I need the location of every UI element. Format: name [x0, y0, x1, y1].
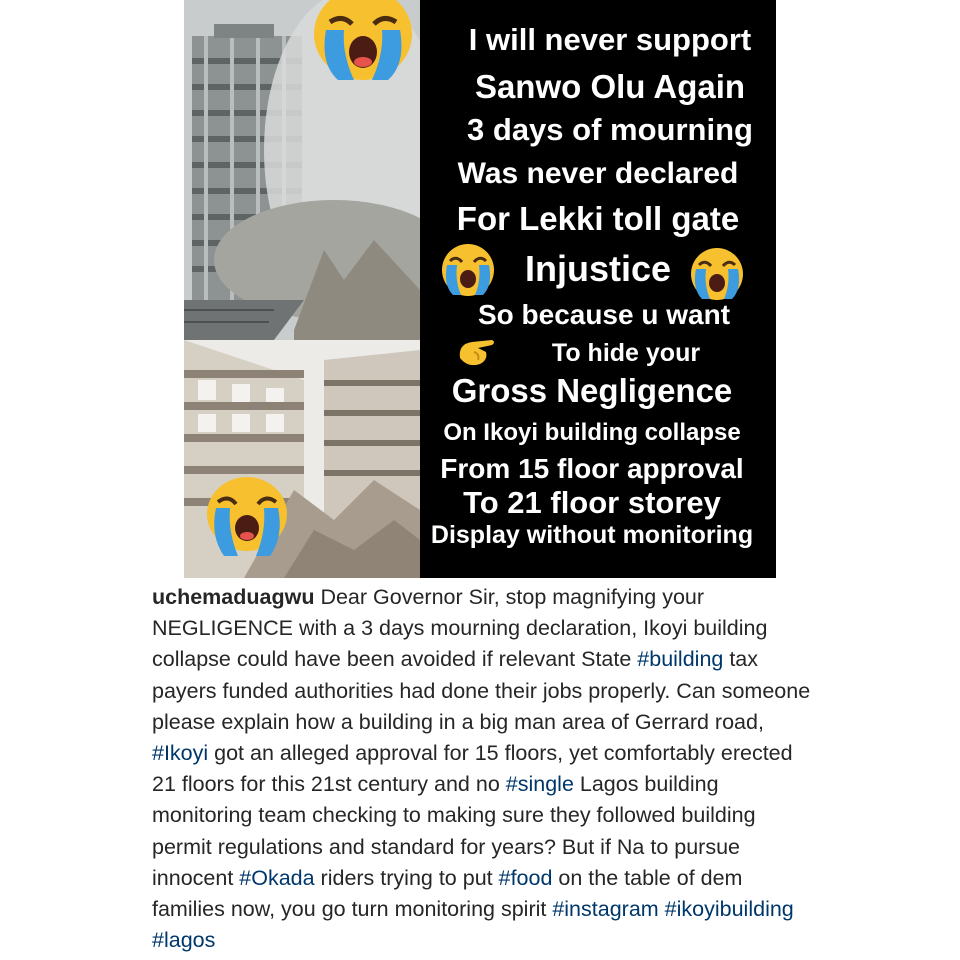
- message-line-4: Was never declared: [457, 157, 739, 190]
- hashtag-food[interactable]: #food: [498, 865, 553, 890]
- hashtag-lagos[interactable]: #lagos: [152, 928, 216, 953]
- message-line-10: On Ikoyi building collapse: [443, 419, 741, 446]
- loudly-crying-face-icon: [204, 476, 290, 558]
- message-line-1: I will never support: [468, 22, 752, 57]
- loudly-crying-face-icon: [439, 243, 497, 297]
- caption-text: got an alleged approval for 15 floors, yet comfortably erected 21 floors for this 21st century and no: [152, 741, 793, 797]
- hashtag-ikoyi[interactable]: #Ikoyi: [152, 741, 209, 766]
- pointing-hand-icon: [456, 336, 496, 370]
- message-line-8: To hide your: [551, 339, 701, 367]
- message-line-7: So because u want: [477, 299, 731, 330]
- message-line-2: Sanwo Olu Again: [474, 68, 746, 105]
- hashtag-ikoyibuilding[interactable]: #ikoyibuilding: [664, 897, 794, 922]
- message-line-12: To 21 floor storey: [463, 485, 721, 520]
- caption-text: Dear Governor Sir, stop magnifying your NEGLIGENCE with a 3 days mourning declaration, Ikoyi building collapse could have been avoided if relevant State: [152, 585, 768, 672]
- loudly-crying-face-icon: [312, 0, 414, 82]
- loudly-crying-face-icon: [688, 247, 746, 301]
- caption-text: riders trying to put: [314, 865, 499, 890]
- hashtag-instagram[interactable]: #instagram: [552, 897, 659, 922]
- hashtag-building[interactable]: #building: [637, 647, 724, 672]
- caption-text: Lagos building monitoring team checking to making sure they followed building permit regulations and standard for years? But if Na to pursue innocent: [152, 772, 756, 890]
- post-caption: [152, 582, 812, 956]
- hashtag-okada[interactable]: #Okada: [239, 865, 315, 890]
- message-line-13: Display without monitoring: [430, 521, 754, 549]
- post-image[interactable]: [184, 0, 776, 578]
- message-line-3: 3 days of mourning: [467, 112, 753, 147]
- message-line-9: Gross Negligence: [451, 372, 733, 409]
- message-line-6: Injustice: [524, 248, 672, 289]
- message-line-5: For Lekki toll gate: [456, 200, 740, 237]
- caption-text: tax payers funded authorities had done their jobs properly. Can someone please explain how a building in a big man area of Gerrard road,: [152, 647, 811, 734]
- message-line-11: From 15 floor approval: [440, 453, 744, 484]
- caption-username[interactable]: uchemaduagwu: [152, 585, 315, 609]
- hashtag-single[interactable]: #single: [505, 772, 574, 797]
- caption-text: on the table of dem families now, you go turn monitoring spirit: [152, 865, 743, 922]
